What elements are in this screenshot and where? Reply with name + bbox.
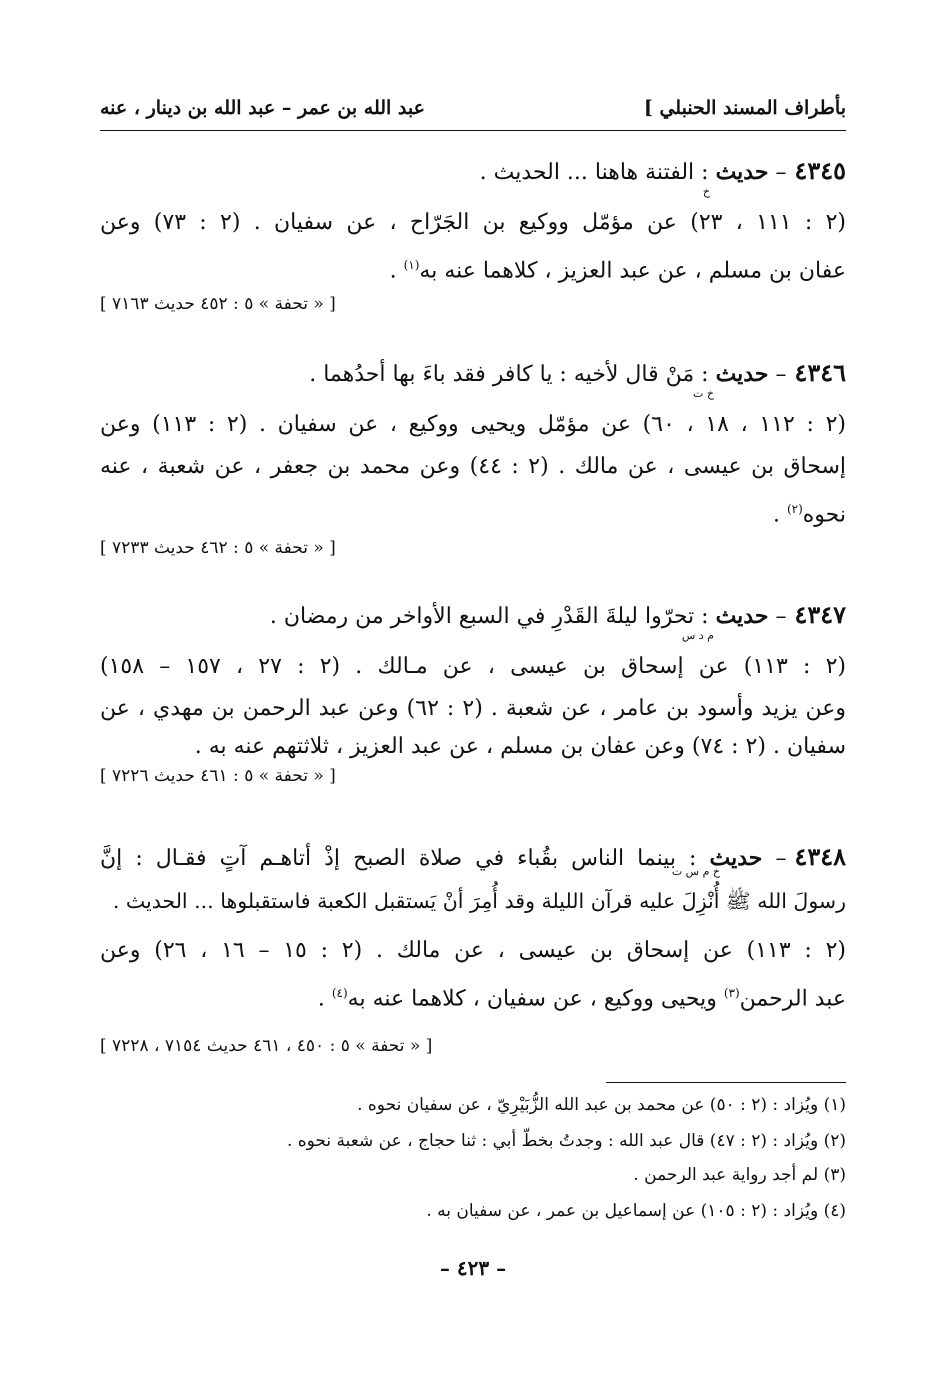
hadith-entry-4346: [100, 352, 846, 560]
body-text: ويحيى ووكيع ، عن سفيان ، كلاهما عنه به: [347, 986, 724, 1012]
hadith-label: حديث: [715, 603, 769, 629]
tuhfa-reference: [ « تحفة » ٥ : ٤٥٢ حديث ٧١٦٣ ]: [100, 294, 336, 315]
tuhfa-reference: [ « تحفة » ٥ : ٤٦١ حديث ٧٢٢٦ ]: [100, 766, 336, 786]
hadith-text: : بينما الناس بقُباء في صلاة الصبح إذْ أتاهـم آتٍ فقـال : إنَّ: [100, 846, 697, 871]
entry-body-line: (٢ : ١١٣) عن إسحاق بن عيسى ، عن مـالك . (٢ : ٢٧ ، ١٥٧ – ١٥٨): [100, 654, 847, 679]
body-text: عفان بن مسلم ، عن عبد العزيز ، كلاهما عنه به: [419, 258, 846, 284]
header-book-title: بأطراف المسند الحنبلي ]: [643, 97, 846, 119]
tuhfa-reference: [ « تحفة » ٥ : ٤٥٠ ، ٤٦١ حديث ٧١٥٤ ، ٧٢٢٨ ]: [100, 1036, 433, 1057]
page-number: – ٤٢٣ –: [439, 1256, 507, 1280]
entry-number: ٤٣٤٥: [794, 156, 846, 185]
entry-heading: [100, 594, 846, 638]
footnote-rule: [606, 1082, 846, 1083]
entry-heading: [100, 352, 846, 396]
body-end: .: [389, 258, 404, 284]
entry-body-line: [100, 972, 846, 1020]
entry-dash: –: [775, 160, 787, 185]
source-marks: م د س: [681, 629, 714, 642]
entry-heading: [100, 836, 846, 880]
entry-heading: [100, 150, 846, 194]
entry-number: ٤٣٤٨: [794, 842, 846, 871]
body-end: .: [772, 502, 787, 528]
entry-body-line: [100, 244, 846, 292]
entry-body-line: (٢ : ١١٣) عن إسحاق بن عيسى ، عن مالك . (٢ : ١٥ – ١٦ ، ٢٦) وعن: [100, 938, 847, 963]
footnote-1: (١) ويُزاد : (٢ : ٥٠) عن محمد بن عبد الله الزُّبَيْرِيّ ، عن سفيان نحوه .: [357, 1095, 846, 1115]
body-end: .: [317, 986, 332, 1012]
entry-body-line: وعن يزيد وأسود بن عامر ، عن شعبة . (٢ : ٦٢) وعن عبد الرحمن بن مهدي ، عن: [100, 696, 847, 721]
source-marks: خ: [702, 185, 710, 198]
entry-heading-continued: رسولَ الله ﷺ أُنْزِلَ عليه قرآن الليلة وقد أُمِرَ أنْ يَستقبل الكعبة فاستقبلوها ... الحديث .: [112, 889, 846, 913]
footnote-marker: (٤): [331, 986, 348, 1000]
page: [100, 88, 846, 1348]
entry-dash: –: [775, 846, 787, 871]
entry-body-line: [100, 488, 846, 536]
footnote-3: (٣) لم أجد رواية عبد الرحمن .: [633, 1165, 846, 1185]
footnote-marker: (١): [403, 258, 420, 272]
hadith-text: : الفتنة هاهنا ... الحديث .: [479, 160, 709, 185]
entry-dash: –: [775, 604, 787, 629]
footnote-2: (٢) ويُزاد : (٢ : ٤٧) قال عبد الله : وجدتُ بخطّ أبي : ثنا حجاج ، عن شعبة نحوه .: [286, 1131, 846, 1151]
hadith-text: : مَنْ قال لأخيه : يا كافر فقد باءَ بها أحدُهما .: [309, 362, 709, 387]
hadith-label: حديث: [709, 845, 763, 871]
hadith-entry-4348: [100, 836, 846, 1058]
tuhfa-reference: [ « تحفة » ٥ : ٤٦٢ حديث ٧٢٣٣ ]: [100, 538, 336, 559]
hadith-entry-4345: [100, 150, 846, 316]
source-marks: خ ت: [693, 387, 714, 400]
hadith-entry-4347: [100, 594, 846, 788]
entry-body-line: إسحاق بن عيسى ، عن مالك . (٢ : ٤٤) وعن محمد بن جعفر ، عن شعبة ، عنه: [100, 454, 846, 479]
hadith-label: حديث: [715, 361, 769, 387]
entry-body-line: (٢ : ١١١ ، ٢٣) عن مؤمّل ووكيع بن الجَرّاح ، عن سفيان . (٢ : ٧٣) وعن: [100, 210, 847, 235]
footnote-marker: (٢): [786, 502, 803, 516]
running-header: [100, 88, 846, 128]
hadith-text: : تحرّوا ليلةَ القَدْرِ في السبع الأواخر من رمضان .: [269, 604, 709, 629]
entry-dash: –: [775, 362, 787, 387]
footnote-marker: (٣): [723, 986, 740, 1000]
hadith-label: حديث: [715, 159, 769, 185]
footnote-4: (٤) ويُزاد : (٢ : ١٠٥) عن إسماعيل بن عمر ، عن سفيان به .: [426, 1201, 846, 1221]
entry-number: ٤٣٤٧: [794, 600, 846, 629]
entry-number: ٤٣٤٦: [794, 358, 846, 387]
entry-body-line: (٢ : ١١٢ ، ١٨ ، ٦٠) عن مؤمّل ويحيى ووكيع ، عن سفيان . (٢ : ١١٣) وعن: [100, 412, 846, 437]
header-chain: عبد الله بن عمر – عبد الله بن دينار ، عنه: [100, 97, 425, 119]
entry-body-line: سفيان . (٢ : ٧٤) وعن عفان بن مسلم ، عن عبد العزيز ، ثلاثتهم عنه به .: [194, 734, 846, 759]
header-rule: [100, 130, 846, 131]
body-text: عبد الرحمن: [739, 986, 846, 1012]
source-marks: خ م س ت: [671, 865, 720, 878]
body-text: نحوه: [802, 502, 846, 528]
